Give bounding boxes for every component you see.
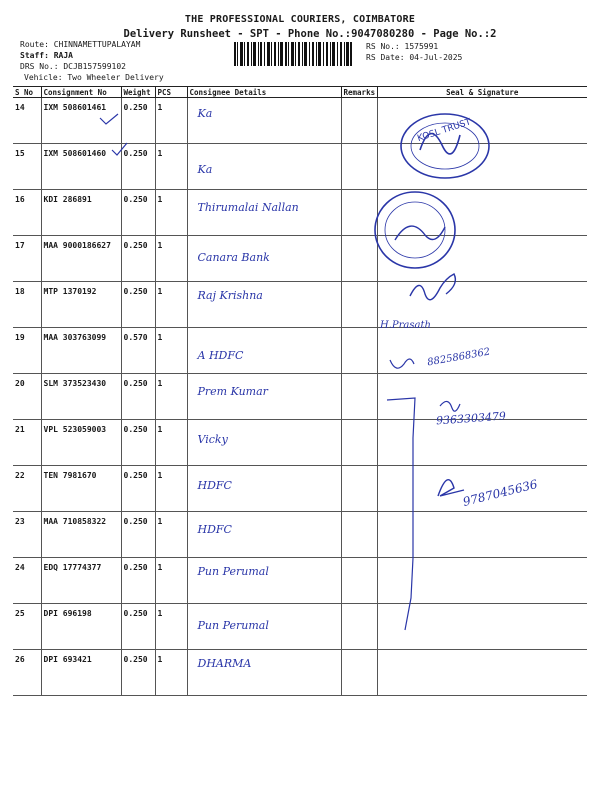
cell-consignment-no: MTP 1370192 (41, 282, 121, 328)
cell-consignment-no: TEN 7981670 (41, 466, 121, 512)
cell-consignee (187, 512, 341, 558)
cell-remarks (341, 144, 377, 190)
cell-consignee (187, 98, 341, 144)
cell-sno: 19 (13, 328, 41, 374)
drs-number: DRS No.: DCJB157599102 (20, 62, 126, 71)
cell-weight: 0.250 (121, 420, 155, 466)
consignee-handwriting: Thirumalai Nallan (197, 201, 299, 214)
cell-weight: 0.250 (121, 236, 155, 282)
col-header-pcs: PCS (155, 87, 187, 98)
consignee-handwriting: Prem Kumar (197, 385, 268, 398)
table-row (13, 558, 587, 604)
cell-weight: 0.250 (121, 374, 155, 420)
cell-weight: 0.250 (121, 558, 155, 604)
consignee-handwriting: A HDFC (197, 349, 244, 362)
cell-weight: 0.250 (121, 282, 155, 328)
cell-remarks (341, 512, 377, 558)
cell-consignee (187, 144, 341, 190)
cell-seal-signature (377, 236, 587, 282)
cell-remarks (341, 650, 377, 696)
cell-consignment-no: EDQ 17774377 (41, 558, 121, 604)
cell-seal-signature (377, 604, 587, 650)
cell-sno: 25 (13, 604, 41, 650)
cell-consignee (187, 420, 341, 466)
stamp-text: KOSL TRUST (416, 117, 473, 145)
table-row (13, 328, 587, 374)
cell-remarks (341, 374, 377, 420)
table-row (13, 98, 587, 144)
table-row (13, 282, 587, 328)
cell-consignment-no: VPL 523059003 (41, 420, 121, 466)
cell-seal-signature (377, 558, 587, 604)
cell-sno: 18 (13, 282, 41, 328)
cell-consignment-no: IXM 508601461 (41, 98, 121, 144)
cell-consignee (187, 650, 341, 696)
cell-consignee (187, 282, 341, 328)
cell-consignment-no: IXM 508601460 (41, 144, 121, 190)
cell-pcs: 1 (155, 466, 187, 512)
table-row (13, 650, 587, 696)
cell-remarks (341, 98, 377, 144)
route-label: Route: CHINNAMETTUPALAYAM (20, 40, 141, 49)
runsheet-subtitle: Delivery Runsheet - SPT - Phone No.:9047080280 - Page No.:2 (123, 28, 497, 40)
consignee-handwriting: HDFC (197, 479, 232, 492)
cell-remarks (341, 328, 377, 374)
cell-consignee (187, 558, 341, 604)
cell-consignment-no: DPI 693421 (41, 650, 121, 696)
cell-weight: 0.250 (121, 650, 155, 696)
consignee-handwriting: Ka (197, 163, 213, 176)
company-title: THE PROFESSIONAL COURIERS, COIMBATORE (184, 14, 416, 25)
cell-sno: 26 (13, 650, 41, 696)
vehicle-label: Vehicle: Two Wheeler Delivery (24, 73, 164, 82)
cell-seal-signature (377, 650, 587, 696)
cell-sno: 17 (13, 236, 41, 282)
rs-number: RS No.: 1575991 (366, 42, 439, 51)
cell-consignee (187, 190, 341, 236)
cell-consignment-no: KDI 286891 (41, 190, 121, 236)
cell-weight: 0.250 (121, 604, 155, 650)
cell-pcs: 1 (155, 328, 187, 374)
cell-consignee (187, 374, 341, 420)
cell-remarks (341, 558, 377, 604)
cell-remarks (341, 604, 377, 650)
cell-seal-signature (377, 98, 587, 144)
cell-remarks (341, 190, 377, 236)
cell-sno: 20 (13, 374, 41, 420)
cell-seal-signature (377, 144, 587, 190)
cell-consignment-no: SLM 373523430 (41, 374, 121, 420)
table-header-row (13, 87, 587, 98)
barcode-image (234, 42, 352, 66)
cell-pcs: 1 (155, 98, 187, 144)
runsheet-table (13, 86, 587, 696)
table-row (13, 236, 587, 282)
cell-consignment-no: MAA 9000186627 (41, 236, 121, 282)
col-header-consignee: Consignee Details (187, 87, 341, 98)
cell-sno: 14 (13, 98, 41, 144)
cell-seal-signature (377, 512, 587, 558)
cell-pcs: 1 (155, 190, 187, 236)
col-header-remarks: Remarks (341, 87, 377, 98)
cell-consignment-no: DPI 696198 (41, 604, 121, 650)
cell-consignee (187, 604, 341, 650)
cell-weight: 0.570 (121, 328, 155, 374)
table-row (13, 512, 587, 558)
consignee-handwriting: Ka (197, 107, 213, 120)
cell-sno: 15 (13, 144, 41, 190)
table-row (13, 190, 587, 236)
consignee-handwriting: Pun Perumal (197, 565, 269, 578)
cell-sno: 23 (13, 512, 41, 558)
cell-pcs: 1 (155, 558, 187, 604)
consignee-handwriting: DHARMA (197, 657, 252, 670)
cell-pcs: 1 (155, 144, 187, 190)
table-row (13, 604, 587, 650)
cell-pcs: 1 (155, 604, 187, 650)
col-header-consignment: Consignment No (41, 87, 121, 98)
cell-weight: 0.250 (121, 190, 155, 236)
cell-consignee (187, 236, 341, 282)
cell-consignment-no: MAA 710858322 (41, 512, 121, 558)
cell-consignee (187, 328, 341, 374)
cell-pcs: 1 (155, 236, 187, 282)
phone-row21: 9363303479 (435, 409, 507, 428)
consignee-handwriting: Canara Bank (197, 251, 270, 264)
consignee-handwriting: Vicky (197, 433, 228, 446)
cell-pcs: 1 (155, 420, 187, 466)
cell-sno: 22 (13, 466, 41, 512)
cell-sno: 21 (13, 420, 41, 466)
consignee-handwriting: Raj Krishna (197, 289, 263, 302)
cell-remarks (341, 466, 377, 512)
cell-weight: 0.250 (121, 512, 155, 558)
phone-row20: 8825868362 (426, 346, 492, 369)
cell-consignee (187, 466, 341, 512)
cell-remarks (341, 420, 377, 466)
remark-row19: H.Prasath (380, 320, 431, 331)
cell-seal-signature (377, 190, 587, 236)
cell-remarks (341, 236, 377, 282)
col-header-seal: Seal & Signature (377, 87, 587, 98)
cell-sno: 16 (13, 190, 41, 236)
cell-consignment-no: MAA 303763099 (41, 328, 121, 374)
col-header-sno: S No (13, 87, 41, 98)
cell-pcs: 1 (155, 512, 187, 558)
rs-date: RS Date: 04-Jul-2025 (366, 53, 463, 62)
cell-seal-signature (377, 420, 587, 466)
cell-sno: 24 (13, 558, 41, 604)
cell-remarks (341, 282, 377, 328)
table-row (13, 420, 587, 466)
cell-pcs: 1 (155, 650, 187, 696)
staff-label: Staff: RAJA (20, 51, 73, 60)
cell-pcs: 1 (155, 282, 187, 328)
cell-weight: 0.250 (121, 144, 155, 190)
phone-row23: 9787045636 (461, 476, 539, 510)
consignee-handwriting: HDFC (197, 523, 232, 536)
consignee-handwriting: Pun Perumal (197, 619, 269, 632)
col-header-weight: Weight (121, 87, 155, 98)
cell-weight: 0.250 (121, 466, 155, 512)
table-row (13, 144, 587, 190)
cell-weight: 0.250 (121, 98, 155, 144)
cell-pcs: 1 (155, 374, 187, 420)
